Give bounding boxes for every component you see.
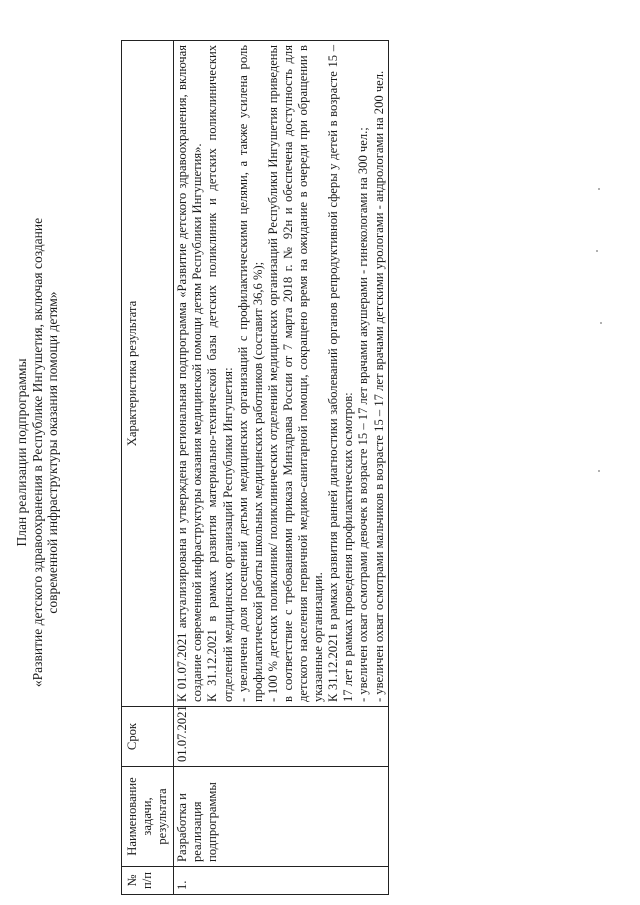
header-term: Срок [122, 707, 174, 767]
scan-speck [596, 250, 598, 252]
char-paragraph: - увеличен охват осмотрами мальчиков в возрасте 15 – 17 лет врачами детскими урологами - андрологами на 200 чел. [371, 70, 386, 702]
title-line-3: современной инфраструктуры оказания помощи детям» [45, 291, 60, 614]
char-paragraph: - увеличен охват осмотрами девочек в возрасте 15 – 17 лет врачами акушерами - гинекологами на 300 чел.; [356, 127, 371, 702]
header-num: № п/п [122, 867, 174, 895]
row-characteristic [174, 41, 388, 707]
header-name: Наименование задачи, результата [122, 767, 174, 867]
row-term: 01.07.2021 [174, 707, 388, 767]
scan-speck [600, 322, 602, 324]
scan-speck [598, 188, 600, 190]
row-num: 1. [174, 867, 388, 895]
char-paragraph: - увеличена доля посещений детьми медицинских организаций с профилактическими целями, а также усилена роль профилактической работы школьных медицинских работников (составит 36,6 %); [235, 45, 265, 702]
char-paragraph: - 100 % детских поликлиник/ поликлинических отделений медицинских организаций Республики Ингушетия приведены в соответствие с требованиями приказа Минздрава России от 7 марта 2018 г. № 92н и обеспечена доступность для детского населения первичной медико-санитарной помощи, сокращено время на ожидание в очереди при обращении в указанные организации. [265, 45, 326, 702]
plan-table [121, 40, 389, 895]
table-header-row [122, 41, 174, 895]
document-title [14, 0, 61, 905]
header-characteristic: Характеристика результата [122, 41, 174, 707]
title-line-1: План реализации подпрограммы [14, 358, 29, 547]
char-paragraph: К 31.12.2021 в рамках развития материально-технической базы детских поликлиник и детских поликлинических отделений медицинских организаций Республики Ингушетия: [205, 45, 235, 702]
scan-speck [598, 470, 600, 472]
title-line-2: «Развитие детского здравоохранения в Республике Ингушетия, включая создание [29, 217, 45, 688]
char-paragraph: К 01.07.2021 актуализирована и утверждена региональная подпрограмма «Развитие детского здравоохранения, включая создание современной инфраструктуры оказания медицинской помощи детям Республики Ингушетия». [175, 45, 205, 702]
table-row [174, 41, 388, 895]
row-name: Разработка и реализация подпрограммы [174, 767, 388, 867]
char-paragraph: К 31.12.2021 в рамках развития ранней диагностики заболеваний органов репродуктивной сферы у детей в возрасте 15 – 17 лет в рамках проведения профилактических осмотров: [326, 45, 356, 702]
